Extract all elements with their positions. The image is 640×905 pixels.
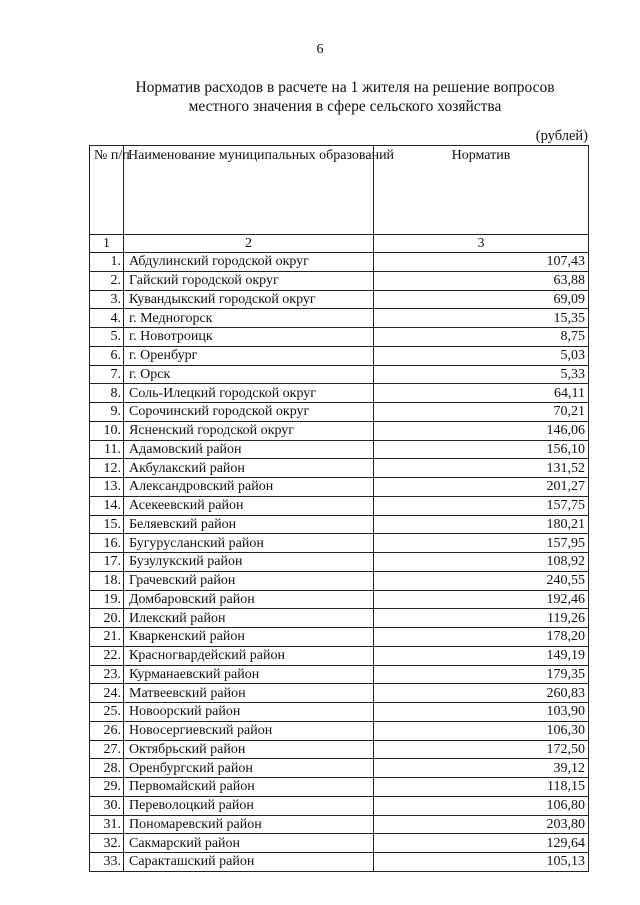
row-number: 8. bbox=[90, 384, 124, 403]
table-row bbox=[90, 346, 589, 365]
municipality-name: Бузулукский район bbox=[124, 553, 374, 572]
row-number: 11. bbox=[90, 440, 124, 459]
table-row bbox=[90, 646, 589, 665]
municipality-name: г. Орск bbox=[124, 365, 374, 384]
row-number: 31. bbox=[90, 815, 124, 834]
norm-value: 69,09 bbox=[374, 290, 589, 309]
table-row bbox=[90, 740, 589, 759]
row-number: 28. bbox=[90, 759, 124, 778]
row-number: 32. bbox=[90, 834, 124, 853]
municipality-name: Беляевский район bbox=[124, 515, 374, 534]
table-row bbox=[90, 496, 589, 515]
table-row bbox=[90, 271, 589, 290]
norm-value: 149,19 bbox=[374, 646, 589, 665]
table-row bbox=[90, 553, 589, 572]
municipality-name: г. Оренбург bbox=[124, 346, 374, 365]
row-number: 26. bbox=[90, 721, 124, 740]
norm-value: 146,06 bbox=[374, 421, 589, 440]
row-number: 2. bbox=[90, 271, 124, 290]
table-row bbox=[90, 459, 589, 478]
norm-value: 8,75 bbox=[374, 328, 589, 347]
norm-value: 178,20 bbox=[374, 628, 589, 647]
row-number: 33. bbox=[90, 853, 124, 872]
norm-value: 105,13 bbox=[374, 853, 589, 872]
municipality-name: Новосергиевский район bbox=[124, 721, 374, 740]
municipality-name: Акбулакский район bbox=[124, 459, 374, 478]
row-number: 6. bbox=[90, 346, 124, 365]
header-norm: Норматив bbox=[374, 146, 589, 235]
norm-value: 64,11 bbox=[374, 384, 589, 403]
municipality-name: Адамовский район bbox=[124, 440, 374, 459]
municipality-name: Грачевский район bbox=[124, 571, 374, 590]
norm-value: 131,52 bbox=[374, 459, 589, 478]
norm-value: 180,21 bbox=[374, 515, 589, 534]
table-row bbox=[90, 534, 589, 553]
table-row bbox=[90, 721, 589, 740]
row-number: 13. bbox=[90, 478, 124, 497]
norm-value: 157,95 bbox=[374, 534, 589, 553]
norm-value: 156,10 bbox=[374, 440, 589, 459]
table-row bbox=[90, 328, 589, 347]
table-row bbox=[90, 796, 589, 815]
row-number: 12. bbox=[90, 459, 124, 478]
municipality-name: Ясненский городской округ bbox=[124, 421, 374, 440]
norm-value: 5,33 bbox=[374, 365, 589, 384]
norm-value: 129,64 bbox=[374, 834, 589, 853]
row-number: 9. bbox=[90, 403, 124, 422]
municipality-name: Первомайский район bbox=[124, 778, 374, 797]
column-number: 3 bbox=[374, 235, 589, 253]
municipality-name: Кваркенский район bbox=[124, 628, 374, 647]
row-number: 27. bbox=[90, 740, 124, 759]
norm-value: 63,88 bbox=[374, 271, 589, 290]
municipality-name: Матвеевский район bbox=[124, 684, 374, 703]
table-row bbox=[90, 253, 589, 272]
norm-value: 70,21 bbox=[374, 403, 589, 422]
row-number: 4. bbox=[90, 309, 124, 328]
page-title: Норматив расходов в расчете на 1 жителя на решение вопросов местного значения в сфере сельского хозяйства bbox=[135, 79, 555, 115]
norm-value: 119,26 bbox=[374, 609, 589, 628]
norm-value: 240,55 bbox=[374, 571, 589, 590]
municipality-name: Асекеевский район bbox=[124, 496, 374, 515]
table-row bbox=[90, 571, 589, 590]
table-row bbox=[90, 834, 589, 853]
table-row bbox=[90, 403, 589, 422]
row-number: 19. bbox=[90, 590, 124, 609]
table-row bbox=[90, 628, 589, 647]
table-row bbox=[90, 703, 589, 722]
municipality-name: Илекский район bbox=[124, 609, 374, 628]
norm-value: 39,12 bbox=[374, 759, 589, 778]
municipality-name: г. Новотроицк bbox=[124, 328, 374, 347]
row-number: 3. bbox=[90, 290, 124, 309]
table-row bbox=[90, 309, 589, 328]
row-number: 16. bbox=[90, 534, 124, 553]
norm-value: 203,80 bbox=[374, 815, 589, 834]
row-number: 25. bbox=[90, 703, 124, 722]
row-number: 7. bbox=[90, 365, 124, 384]
municipality-name: Сакмарский район bbox=[124, 834, 374, 853]
norm-value: 179,35 bbox=[374, 665, 589, 684]
table-row bbox=[90, 290, 589, 309]
municipality-name: Красногвардейский район bbox=[124, 646, 374, 665]
row-number: 18. bbox=[90, 571, 124, 590]
header-municipality: Наименование муниципальных образований bbox=[124, 146, 374, 235]
norm-value: 106,30 bbox=[374, 721, 589, 740]
norm-value: 103,90 bbox=[374, 703, 589, 722]
table-row bbox=[90, 609, 589, 628]
norm-value: 260,83 bbox=[374, 684, 589, 703]
table-row bbox=[90, 815, 589, 834]
municipality-name: Кувандыкский городской округ bbox=[124, 290, 374, 309]
norm-value: 201,27 bbox=[374, 478, 589, 497]
header-number: № п/п bbox=[90, 146, 124, 235]
municipality-name: Соль-Илецкий городской округ bbox=[124, 384, 374, 403]
row-number: 22. bbox=[90, 646, 124, 665]
row-number: 10. bbox=[90, 421, 124, 440]
row-number: 14. bbox=[90, 496, 124, 515]
table-header-row bbox=[90, 146, 589, 235]
municipality-name: Октябрьский район bbox=[124, 740, 374, 759]
row-number: 15. bbox=[90, 515, 124, 534]
row-number: 23. bbox=[90, 665, 124, 684]
table-row bbox=[90, 778, 589, 797]
norm-value: 157,75 bbox=[374, 496, 589, 515]
norm-value: 118,15 bbox=[374, 778, 589, 797]
table-row bbox=[90, 478, 589, 497]
municipality-name: Абдулинский городской округ bbox=[124, 253, 374, 272]
norm-value: 192,46 bbox=[374, 590, 589, 609]
row-number: 1. bbox=[90, 253, 124, 272]
column-number: 2 bbox=[124, 235, 374, 253]
municipality-name: Домбаровский район bbox=[124, 590, 374, 609]
municipality-name: Александровский район bbox=[124, 478, 374, 497]
row-number: 21. bbox=[90, 628, 124, 647]
table-row bbox=[90, 384, 589, 403]
municipality-name: Сорочинский городской округ bbox=[124, 403, 374, 422]
norm-value: 172,50 bbox=[374, 740, 589, 759]
municipality-name: Саракташский район bbox=[124, 853, 374, 872]
row-number: 20. bbox=[90, 609, 124, 628]
table-row bbox=[90, 759, 589, 778]
table-row bbox=[90, 515, 589, 534]
norm-value: 108,92 bbox=[374, 553, 589, 572]
municipality-name: Оренбургский район bbox=[124, 759, 374, 778]
table-row bbox=[90, 440, 589, 459]
unit-label: (рублей) bbox=[535, 128, 588, 144]
norms-table bbox=[89, 145, 589, 872]
column-number: 1 bbox=[90, 235, 124, 253]
row-number: 5. bbox=[90, 328, 124, 347]
table-row bbox=[90, 665, 589, 684]
norm-value: 5,03 bbox=[374, 346, 589, 365]
table-row bbox=[90, 590, 589, 609]
row-number: 24. bbox=[90, 684, 124, 703]
norm-value: 106,80 bbox=[374, 796, 589, 815]
table-row bbox=[90, 421, 589, 440]
municipality-name: г. Медногорск bbox=[124, 309, 374, 328]
row-number: 29. bbox=[90, 778, 124, 797]
municipality-name: Гайский городской округ bbox=[124, 271, 374, 290]
column-numbers-row bbox=[90, 235, 589, 253]
norm-value: 15,35 bbox=[374, 309, 589, 328]
table-row bbox=[90, 853, 589, 872]
municipality-name: Новоорский район bbox=[124, 703, 374, 722]
municipality-name: Бугурусланский район bbox=[124, 534, 374, 553]
municipality-name: Переволоцкий район bbox=[124, 796, 374, 815]
municipality-name: Курманаевский район bbox=[124, 665, 374, 684]
row-number: 17. bbox=[90, 553, 124, 572]
table-row bbox=[90, 365, 589, 384]
page-number: 6 bbox=[316, 42, 324, 57]
municipality-name: Пономаревский район bbox=[124, 815, 374, 834]
norm-value: 107,43 bbox=[374, 253, 589, 272]
table-row bbox=[90, 684, 589, 703]
row-number: 30. bbox=[90, 796, 124, 815]
